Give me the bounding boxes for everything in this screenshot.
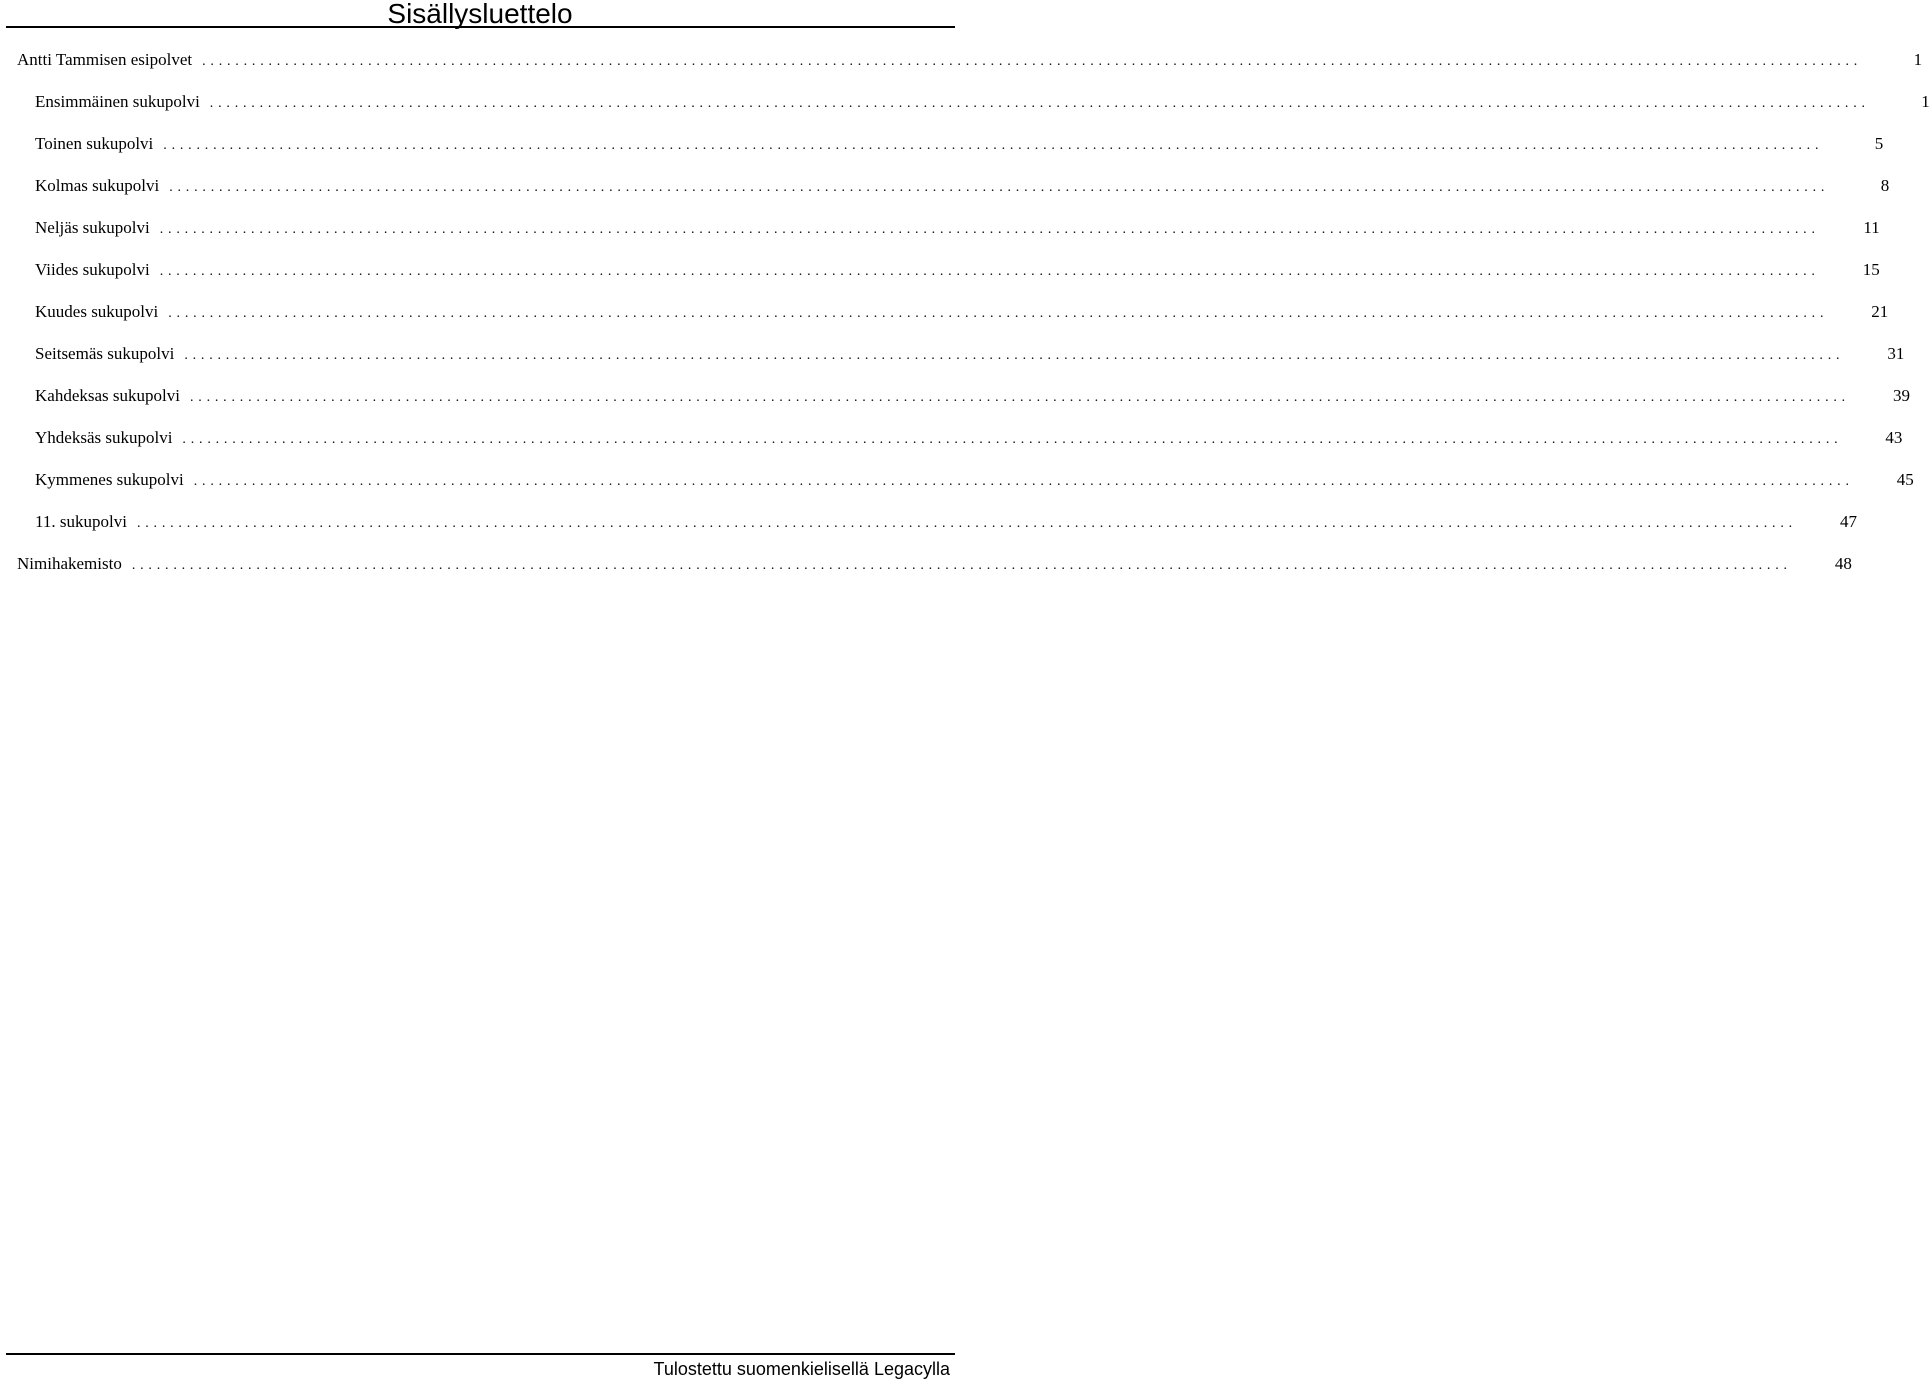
toc-entry-label: Kymmenes sukupolvi — [35, 470, 184, 489]
toc-dot-leader: ........................................................................................................................................................................................................ — [184, 348, 1845, 363]
table-of-contents — [0, 44, 1930, 590]
footer-divider — [6, 1353, 955, 1355]
toc-entry[interactable] — [0, 254, 1880, 296]
toc-entry-label: Viides sukupolvi — [35, 260, 150, 279]
toc-entry-label: Ensimmäinen sukupolvi — [35, 92, 200, 111]
toc-entry-page-number: 21 — [1871, 302, 1889, 321]
toc-entry-label: Nimihakemisto — [17, 554, 122, 573]
toc-entry-page-number: 48 — [1834, 554, 1852, 573]
toc-entry[interactable] — [0, 128, 1884, 170]
toc-dot-leader: ........................................................................................................................................................................................................ — [131, 558, 1792, 573]
toc-dot-leader: ........................................................................................................................................................................................................ — [163, 138, 1824, 153]
toc-entry-label: Antti Tammisen esipolvet — [17, 50, 193, 69]
toc-entry[interactable] — [0, 548, 1852, 590]
toc-dot-leader: ........................................................................................................................................................................................................ — [168, 306, 1829, 321]
toc-entry-label: 11. sukupolvi — [35, 512, 127, 531]
toc-entry-label: Kuudes sukupolvi — [35, 302, 159, 321]
page-title: Sisällysluettelo — [387, 0, 573, 29]
toc-entry-label: Neljäs sukupolvi — [35, 218, 150, 237]
toc-entry-page-number: 39 — [1892, 386, 1910, 405]
title-divider — [6, 26, 955, 28]
toc-entry-page-number: 15 — [1862, 260, 1880, 279]
toc-entry[interactable] — [0, 86, 1930, 128]
toc-entry-label: Toinen sukupolvi — [35, 134, 154, 153]
toc-entry-label: Yhdeksäs sukupolvi — [35, 428, 173, 447]
toc-entry-page-number: 1 — [1913, 50, 1923, 69]
toc-dot-leader: ........................................................................................................................................................................................................ — [136, 516, 1797, 531]
toc-entry-page-number: 11 — [1863, 218, 1880, 237]
toc-entry[interactable] — [0, 380, 1910, 422]
toc-dot-leader: ........................................................................................................................................................................................................ — [169, 180, 1830, 195]
footer-credit: Tulostettu suomenkielisellä Legacylla — [653, 1359, 950, 1379]
toc-entry[interactable] — [0, 212, 1880, 254]
toc-entry-page-number: 5 — [1874, 134, 1884, 153]
toc-entry[interactable] — [0, 506, 1857, 548]
toc-entry-page-number: 45 — [1896, 470, 1914, 489]
toc-entry-page-number: 47 — [1839, 512, 1857, 531]
toc-dot-leader: ........................................................................................................................................................................................................ — [193, 474, 1854, 489]
toc-dot-leader: ........................................................................................................................................................................................................ — [182, 432, 1843, 447]
toc-entry-label: Seitsemäs sukupolvi — [35, 344, 175, 363]
toc-dot-leader: ........................................................................................................................................................................................................ — [209, 96, 1870, 111]
toc-dot-leader: ........................................................................................................................................................................................................ — [159, 222, 1820, 237]
toc-dot-leader: ........................................................................................................................................................................................................ — [202, 54, 1863, 69]
toc-dot-leader: ........................................................................................................................................................................................................ — [189, 390, 1850, 405]
toc-entry-page-number: 43 — [1885, 428, 1903, 447]
toc-dot-leader: ........................................................................................................................................................................................................ — [159, 264, 1820, 279]
toc-entry[interactable] — [0, 44, 1923, 86]
toc-entry-page-number: 31 — [1887, 344, 1905, 363]
toc-entry[interactable] — [0, 338, 1905, 380]
toc-entry[interactable] — [0, 170, 1890, 212]
toc-entry[interactable] — [0, 422, 1903, 464]
toc-entry[interactable] — [0, 464, 1914, 506]
toc-entry-label: Kahdeksas sukupolvi — [35, 386, 180, 405]
toc-entry-label: Kolmas sukupolvi — [35, 176, 160, 195]
toc-entry-page-number: 8 — [1880, 176, 1890, 195]
toc-entry-page-number: 1 — [1921, 92, 1930, 111]
toc-entry[interactable] — [0, 296, 1889, 338]
